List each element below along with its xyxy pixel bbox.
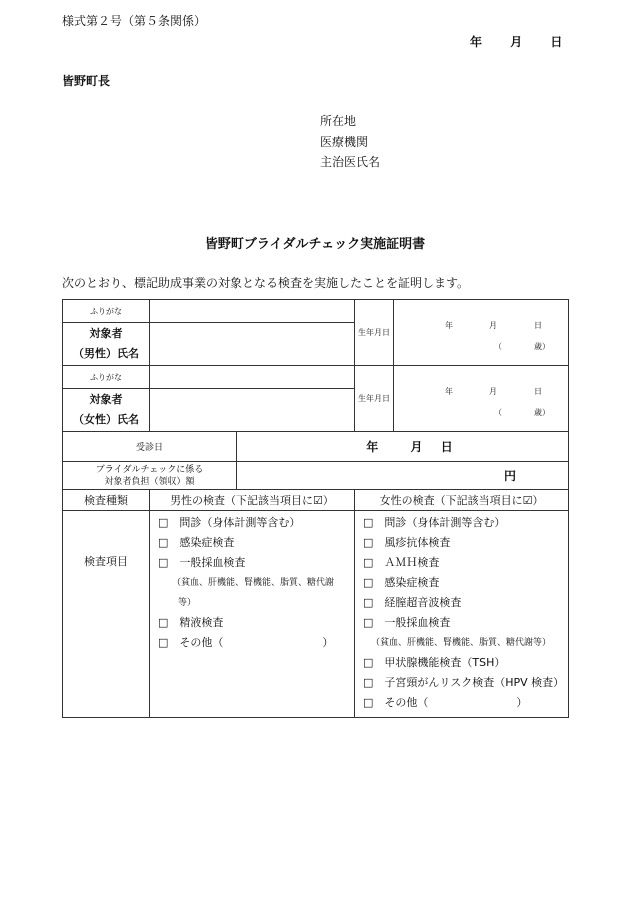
female-item-blood-detail: （貧血、肝機能、腎機能、脂質、糖代謝等） xyxy=(371,638,552,648)
male-exam-header: 男性の検査（下記該当項目に☑） xyxy=(150,490,355,511)
address-label: 所在地 xyxy=(320,114,357,128)
male-item-other[interactable]: □ その他（ ） xyxy=(158,636,334,649)
female-exam-header: 女性の検査（下記該当項目に☑） xyxy=(355,490,569,511)
visit-date-field[interactable] xyxy=(237,432,569,462)
visit-date-day: 日 xyxy=(440,440,453,454)
certificate-table xyxy=(62,299,569,718)
male-furigana-label: ふりがな xyxy=(63,300,150,323)
male-name-field[interactable] xyxy=(150,323,355,366)
addressee: 皆野町長 xyxy=(62,74,111,88)
male-exam-list xyxy=(150,511,355,718)
doctor-name-label: 主治医氏名 xyxy=(320,155,381,169)
female-name-sub-label: （女性）氏名 xyxy=(73,413,139,426)
cost-label-line1: ブライダルチェックに係る xyxy=(95,464,204,475)
certification-statement: 次のとおり、標記助成事業の対象となる検査を実施したことを証明します。 xyxy=(62,276,470,290)
male-dob-day: 日 xyxy=(534,321,543,330)
issue-date-month: 月 xyxy=(510,35,523,49)
female-item-ultrasound[interactable]: □ 経膣超音波検査 xyxy=(363,596,462,609)
male-dob-month: 月 xyxy=(489,321,498,330)
male-dob-year: 年 xyxy=(445,321,454,330)
cost-field[interactable] xyxy=(237,462,569,490)
female-exam-list xyxy=(355,511,569,718)
female-age-open: （ xyxy=(494,408,503,417)
exam-items-label: 検査項目 xyxy=(63,511,150,718)
female-dob-month: 月 xyxy=(489,387,498,396)
male-dob-label: 生年月日 xyxy=(355,300,394,366)
female-item-amh[interactable]: □ ＡＭＨ検査 xyxy=(363,556,440,569)
cost-label-line2: 対象者負担（領収）額 xyxy=(104,476,195,487)
female-furigana-label: ふりがな xyxy=(63,366,150,389)
exam-type-label: 検査種類 xyxy=(63,490,150,511)
male-item-blood-detail: （貧血、肝機能、腎機能、脂質、糖代謝 xyxy=(172,578,335,588)
issue-date xyxy=(470,33,562,50)
form-number: 様式第２号（第５条関係） xyxy=(62,14,207,28)
male-item-semen[interactable]: □ 精液検査 xyxy=(158,616,224,629)
cost-label xyxy=(63,462,237,490)
female-furigana-field[interactable] xyxy=(150,366,355,389)
male-age-close: 歳） xyxy=(534,342,551,351)
female-dob-year: 年 xyxy=(445,387,454,396)
institution-label: 医療機関 xyxy=(320,135,369,149)
male-subject-label: 対象者 xyxy=(89,327,123,340)
female-item-hpv[interactable]: □ 子宮頸がんリスク検査（HPV 検査） xyxy=(363,676,565,689)
male-item-interview[interactable]: □ 問診（身体計測等含む） xyxy=(158,516,301,529)
female-dob-field[interactable] xyxy=(394,366,569,432)
female-subject-label: 対象者 xyxy=(89,393,123,406)
yen-unit: 円 xyxy=(504,469,517,483)
female-name-label xyxy=(63,389,150,432)
male-item-blood-detail-cont: 等） xyxy=(178,598,197,608)
male-furigana-field[interactable] xyxy=(150,300,355,323)
female-item-rubella[interactable]: □ 風疹抗体検査 xyxy=(363,536,451,549)
male-item-infection[interactable]: □ 感染症検査 xyxy=(158,536,235,549)
issue-date-day: 日 xyxy=(550,35,563,49)
female-item-thyroid[interactable]: □ 甲状腺機能検査（TSH） xyxy=(363,656,506,669)
male-name-label xyxy=(63,323,150,366)
male-age-open: （ xyxy=(494,342,503,351)
visit-date-year: 年 xyxy=(366,440,379,454)
visit-date-label: 受診日 xyxy=(63,432,237,462)
visit-date-month: 月 xyxy=(410,440,423,454)
female-item-other[interactable]: □ その他（ ） xyxy=(363,696,528,709)
female-item-infection[interactable]: □ 感染症検査 xyxy=(363,576,440,589)
female-item-interview[interactable]: □ 問診（身体計測等含む） xyxy=(363,516,506,529)
issue-date-year: 年 xyxy=(470,35,483,49)
female-name-field[interactable] xyxy=(150,389,355,432)
male-dob-field[interactable] xyxy=(394,300,569,366)
female-dob-day: 日 xyxy=(534,387,543,396)
female-item-blood[interactable]: □ 一般採血検査 xyxy=(363,616,451,629)
male-item-blood[interactable]: □ 一般採血検査 xyxy=(158,556,246,569)
female-dob-label: 生年月日 xyxy=(355,366,394,432)
female-age-close: 歳） xyxy=(534,408,551,417)
document-title: 皆野町ブライダルチェック実施証明書 xyxy=(204,237,426,252)
male-name-sub-label: （男性）氏名 xyxy=(73,347,139,360)
